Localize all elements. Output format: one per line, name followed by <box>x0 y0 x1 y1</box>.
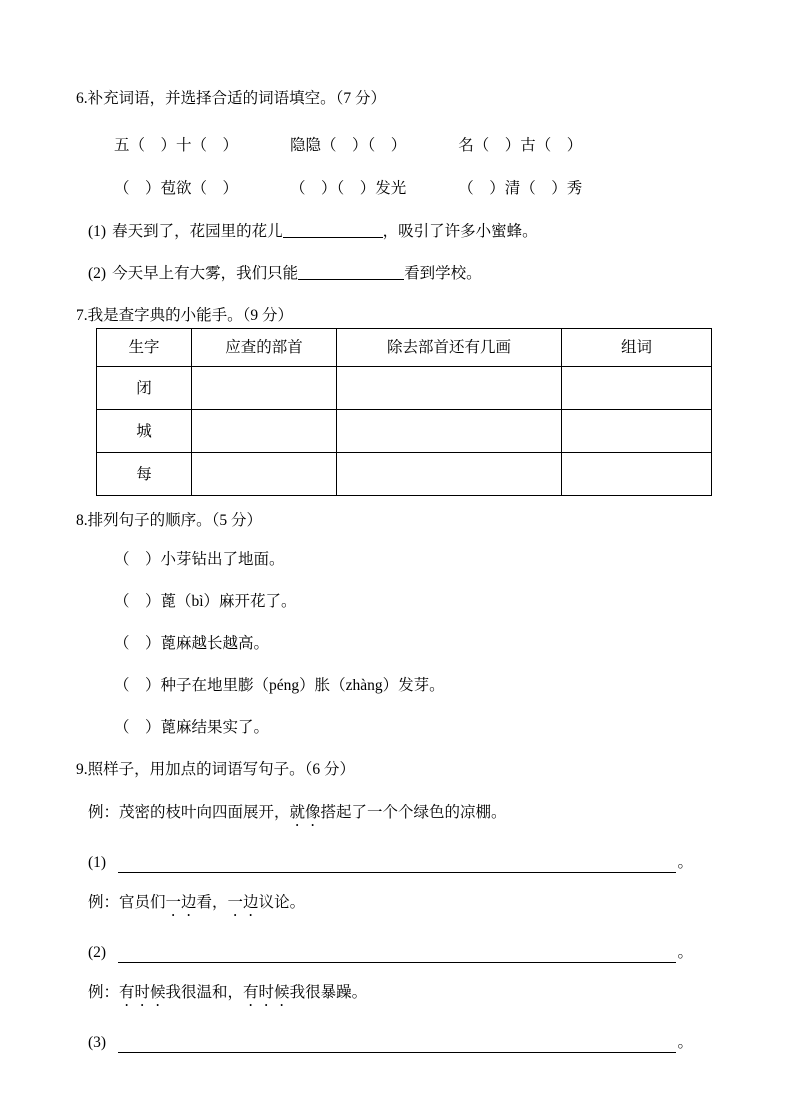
question-9 <box>76 759 713 1053</box>
character-cell: 闭 <box>97 367 192 410</box>
empty-answer-cell <box>337 367 562 410</box>
emphasized-word: 有时候 <box>119 984 166 1001</box>
sequence-item: （ ）种子在地里膨（péng）胀（zhàng）发芽。 <box>114 677 445 694</box>
answer-label: (3) <box>88 1034 107 1051</box>
sequence-item: （ ）蓖麻结果实了。 <box>114 719 270 736</box>
emphasized-word: 一边 <box>227 894 259 911</box>
column-header-word: 组词 <box>562 329 712 367</box>
empty-answer-cell <box>192 367 337 410</box>
word-blank-group: （ ）（ ）发光 <box>290 180 407 197</box>
example-text: 看， <box>196 894 228 911</box>
q9-answer-line-2 <box>88 942 713 963</box>
example-text: 我很温和， <box>165 984 244 1001</box>
q6-sub-question-2 <box>88 263 713 284</box>
answer-label: (1) <box>88 854 107 871</box>
question-8 <box>76 510 713 738</box>
empty-answer-cell <box>192 453 337 496</box>
answer-end-punctuation: 。 <box>677 1034 693 1051</box>
example-text: 议论。 <box>258 894 306 911</box>
table-row <box>97 367 712 410</box>
sequence-item: （ ）蓖（bì）麻开花了。 <box>114 593 297 610</box>
word-blank-group: （ ）苞欲（ ） <box>114 180 239 197</box>
question-8-title: 8.排列句子的顺序。（5 分） <box>76 512 263 529</box>
word-blank-group: 隐隐（ ）（ ） <box>290 137 407 154</box>
emphasized-word: 就像 <box>289 804 321 821</box>
question-6-title: 6.补充词语，并选择合适的词语填空。（7 分） <box>76 90 387 107</box>
answer-blank <box>118 1035 676 1053</box>
table-row <box>97 453 712 496</box>
sequence-item: （ ）小芽钻出了地面。 <box>114 551 285 568</box>
emphasized-word: 一边 <box>165 894 197 911</box>
question-7-title: 7.我是查字典的小能手。（9 分） <box>76 307 294 324</box>
fill-in-blank <box>283 223 383 238</box>
empty-answer-cell <box>192 410 337 453</box>
answer-label: (2) <box>88 944 107 961</box>
dictionary-lookup-table <box>96 328 712 496</box>
question-7 <box>76 305 713 496</box>
sub-question-label: (1) <box>88 223 107 240</box>
example-text: 例：茂密的枝叶向四面展开， <box>88 804 290 821</box>
emphasized-word: 有时候 <box>243 984 290 1001</box>
example-text: 例：官员们 <box>88 894 166 911</box>
q9-example-1 <box>88 802 713 830</box>
word-blank-group: 五（ ）十（ ） <box>114 137 239 154</box>
empty-answer-cell <box>562 367 712 410</box>
sub-question-text-before: 今天早上有大雾，我们只能 <box>112 265 299 282</box>
column-header-strokes: 除去部首还有几画 <box>337 329 562 367</box>
q9-example-3 <box>88 982 713 1010</box>
q6-sub-question-1 <box>88 221 713 242</box>
question-6 <box>76 88 713 284</box>
character-cell: 每 <box>97 453 192 496</box>
answer-end-punctuation: 。 <box>677 854 693 871</box>
example-text: 我很暴躁。 <box>289 984 368 1001</box>
column-header-radical: 应查的部首 <box>192 329 337 367</box>
q6-word-row-2 <box>114 178 713 199</box>
sequence-item: （ ）蓖麻越长越高。 <box>114 635 270 652</box>
sub-question-label: (2) <box>88 265 107 282</box>
answer-end-punctuation: 。 <box>677 944 693 961</box>
word-blank-group: 名（ ）古（ ） <box>458 137 583 154</box>
q9-answer-line-3 <box>88 1032 713 1053</box>
example-text: 例： <box>88 984 120 1001</box>
sub-question-text-after: 看到学校。 <box>404 265 482 282</box>
example-text: 搭起了一个个绿色的凉棚。 <box>320 804 507 821</box>
empty-answer-cell <box>337 410 562 453</box>
empty-answer-cell <box>562 410 712 453</box>
answer-blank <box>118 855 676 873</box>
word-blank-group: （ ）清（ ）秀 <box>458 180 583 197</box>
answer-blank <box>118 945 676 963</box>
character-cell: 城 <box>97 410 192 453</box>
empty-answer-cell <box>337 453 562 496</box>
fill-in-blank <box>298 265 404 280</box>
empty-answer-cell <box>562 453 712 496</box>
q6-word-row-1 <box>114 135 713 156</box>
column-header-character: 生字 <box>97 329 192 367</box>
table-header-row <box>97 329 712 367</box>
table-row <box>97 410 712 453</box>
question-9-title: 9.照样子，用加点的词语写句子。（6 分） <box>76 761 356 778</box>
q9-example-2 <box>88 892 713 920</box>
sub-question-text-after: ，吸引了许多小蜜蜂。 <box>382 223 538 240</box>
sub-question-text-before: 春天到了，花园里的花儿 <box>112 223 283 240</box>
q9-answer-line-1 <box>88 852 713 873</box>
